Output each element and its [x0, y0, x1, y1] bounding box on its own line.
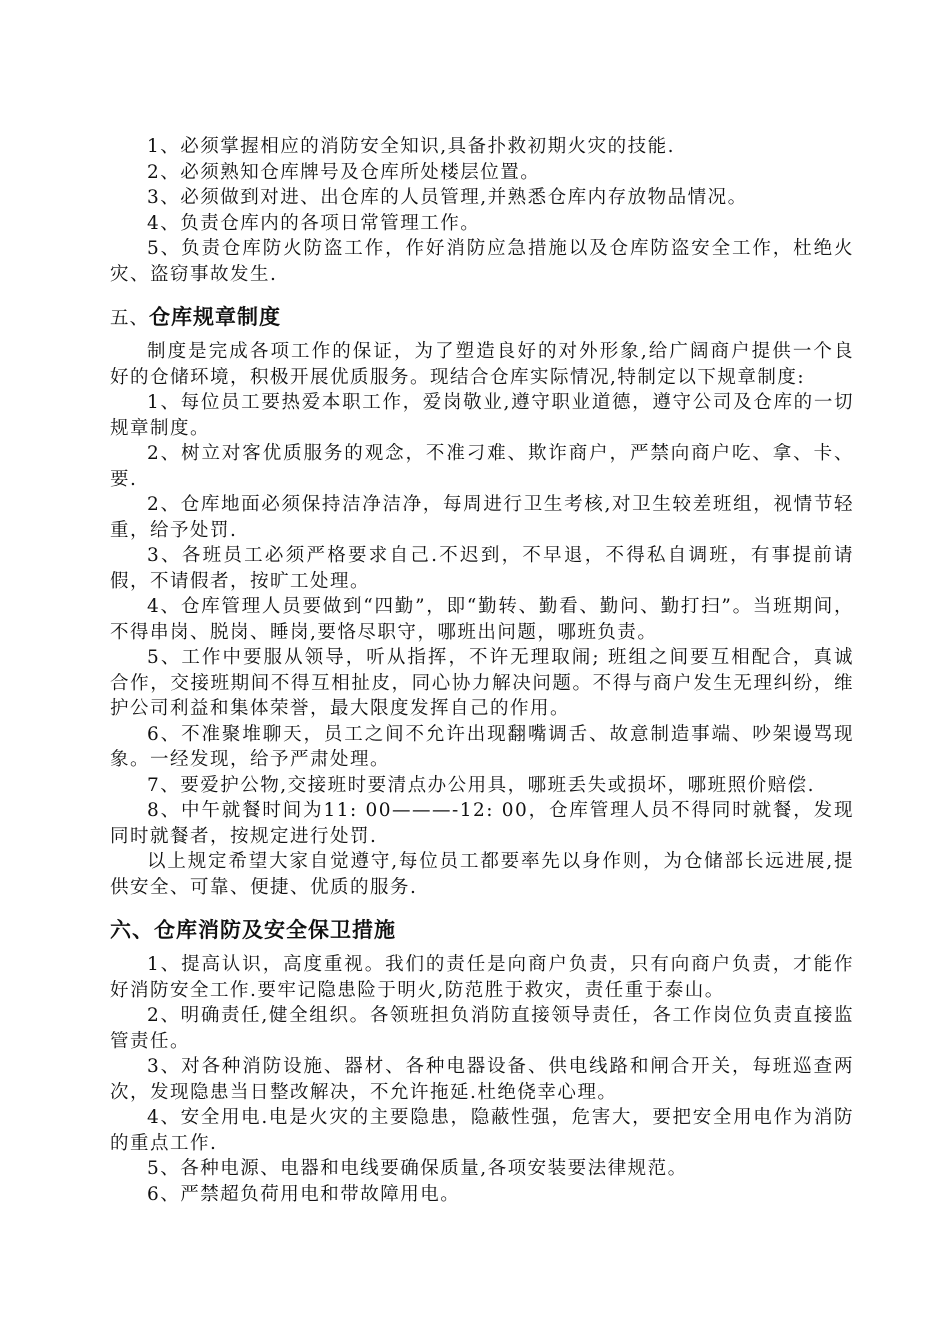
measure-item: 6、严禁超负荷用电和带故障用电。 [147, 1183, 461, 1205]
section-5-number: 五、 [110, 308, 150, 329]
section-6-title: 仓库消防及安全保卫措施 [154, 918, 396, 942]
section-6-number: 六、 [110, 918, 154, 942]
section-5-title: 仓库规章制度 [149, 305, 282, 329]
duty-item: 1、必须掌握相应的消防安全知识,具备扑救初期火灾的技能. [147, 136, 676, 157]
rule-item: 3、各班员工必须严格要求自己.不迟到，不早退，不得私自调班，有事提前请假，不请假者，按旷工处理。 [110, 545, 854, 592]
measure-item: 3、对各种消防设施、器材、各种电器设备、供电线路和闸合开关，每班巡查两次，发现隐患当日整改解决，不允许拖延.杜绝侥幸心理。 [110, 1056, 854, 1103]
rule-item: 1、每位员工要热爱本职工作，爱岗敬业,遵守职业道德，遵守公司及仓库的一切规章制度。 [110, 392, 854, 439]
duty-item: 5、负责仓库防火防盗工作，作好消防应急措施以及仓库防盗安全工作，杜绝火灾、盗窃事故发生. [110, 238, 854, 285]
section-5-heading [110, 301, 854, 331]
section-5-closing: 以上规定希望大家自觉遵守,每位员工都要率先以身作则，为仓储部长远进展,提供安全、可靠、便捷、优质的服务. [110, 851, 854, 898]
measure-item: 1、提高认识，高度重视。我们的责任是向商户负责，只有向商户负责，才能作好消防安全工作.要牢记隐患险于明火,防范胜于救灾，责任重于泰山。 [110, 954, 854, 1001]
rule-item: 5、工作中要服从领导，听从指挥，不许无理取闹; 班组之间要互相配合，真诚合作，交接班期间不得互相扯皮，同心协力解决问题。不得与商户发生无理纠纷，维护公司利益和集体荣誉，最大限度发挥自己的作用。 [110, 647, 854, 719]
section-6-heading [110, 914, 854, 944]
rule-item: 2、仓库地面必须保持洁净洁净，每周进行卫生考核,对卫生较差班组，视情节轻重，给予处罚. [110, 494, 854, 541]
duty-item: 4、负责仓库内的各项日常管理工作。 [147, 212, 481, 234]
measure-item: 5、各种电源、电器和电线要确保质量,各项安装要法律规范。 [147, 1158, 688, 1179]
duty-item: 3、必须做到对进、出仓库的人员管理,并熟悉仓库内存放物品情况。 [147, 187, 748, 208]
rule-item: 8、中午就餐时间为11: 00———-12: 00，仓库管理人员不得同时就餐，发现同时就餐者，按规定进行处罚. [110, 800, 854, 847]
section-5-intro: 制度是完成各项工作的保证，为了塑造良好的对外形象,给广阔商户提供一个良好的仓储环境，积极开展优质服务。现结合仓库实际情况,特制定以下规章制度: [110, 341, 854, 388]
duty-item: 2、必须熟知仓库牌号及仓库所处楼层位置。 [147, 161, 541, 183]
rule-item: 6、不准聚堆聊天，员工之间不允许出现翻嘴调舌、故意制造事端、吵架谩骂现象。一经发现，给予严肃处理。 [110, 723, 854, 770]
rule-item: 2、树立对客优质服务的观念，不准刁难、欺诈商户，严禁向商户吃、拿、卡、要. [110, 443, 854, 490]
rule-item: 7、要爱护公物,交接班时要清点办公用具，哪班丢失或损坏，哪班照价赔偿. [147, 774, 816, 796]
rule-item: 4、仓库管理人员要做到“四勤”，即“勤转、勤看、勤问、勤打扫”。当班期间，不得串岗、脱岗、睡岗,要恪尽职守，哪班出问题，哪班负责。 [110, 596, 854, 643]
measure-item: 4、安全用电.电是火灾的主要隐患，隐蔽性强，危害大，要把安全用电作为消防的重点工作. [110, 1107, 854, 1154]
measure-item: 2、明确责任,健全组织。各领班担负消防直接领导责任，各工作岗位负责直接监管责任。 [110, 1005, 854, 1052]
